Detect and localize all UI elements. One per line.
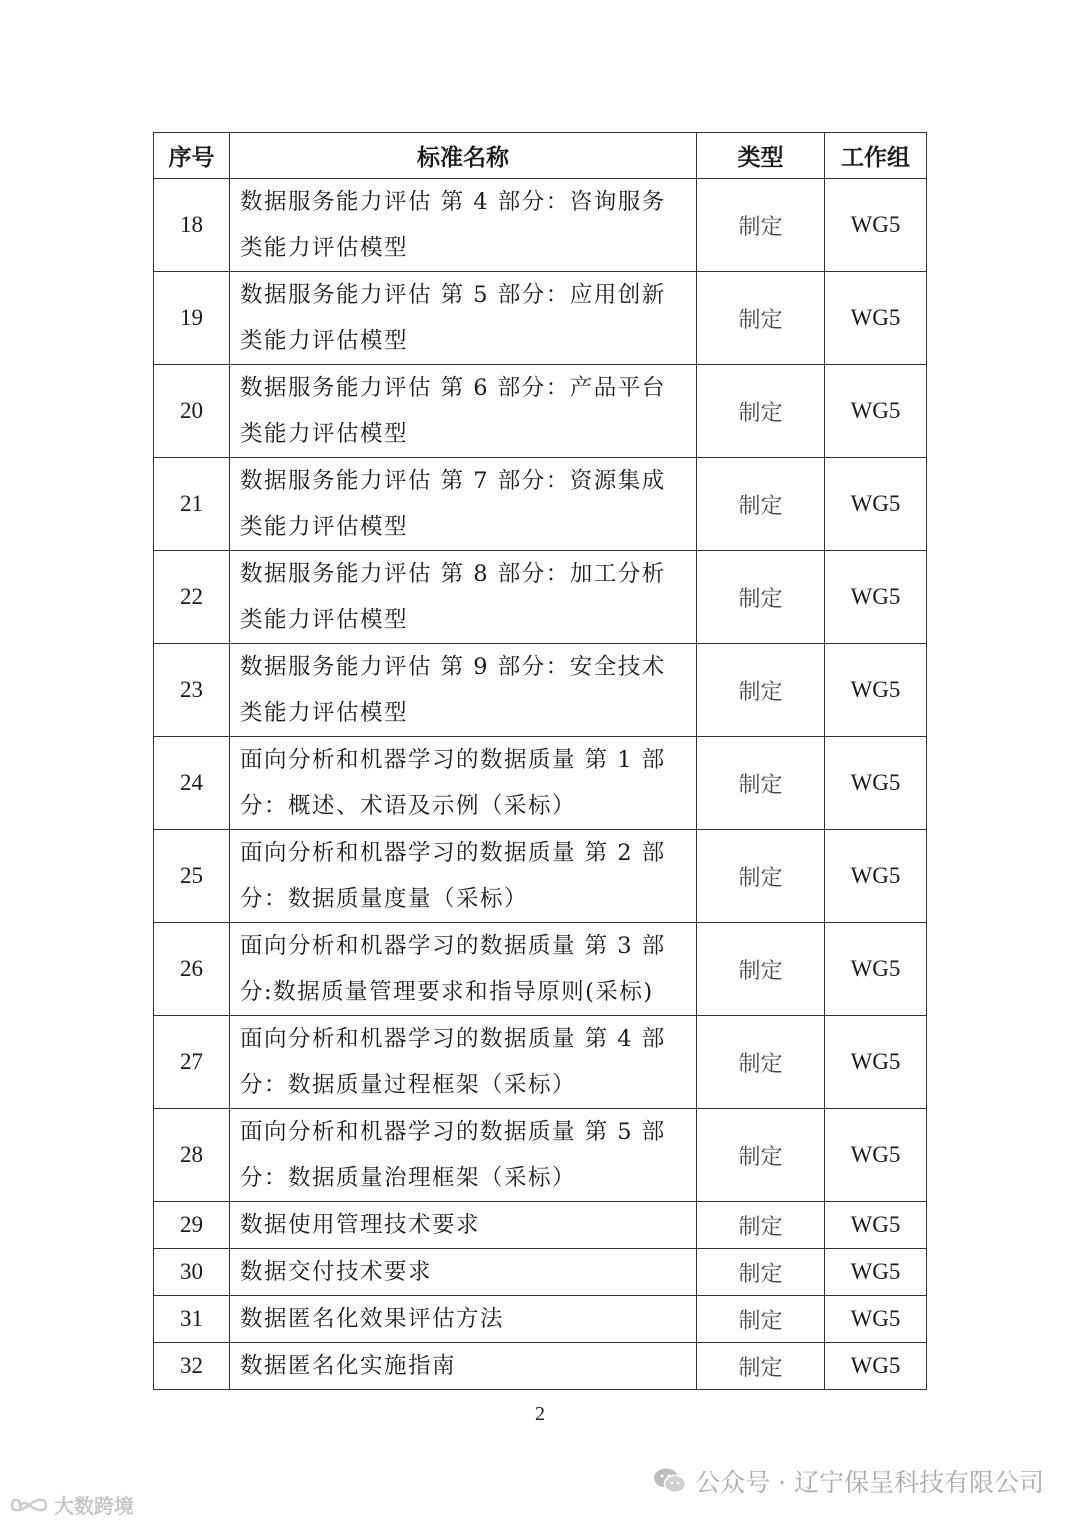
cell-type: 制定 <box>697 1296 825 1343</box>
table-row <box>154 179 927 272</box>
name-line-1: 面向分析和机器学习的数据质量 第 1 部 <box>240 747 666 773</box>
name-line-2: 分：概述、术语及示例（采标） <box>240 793 577 819</box>
cell-group: WG5 <box>825 737 927 830</box>
cell-seq: 31 <box>154 1296 230 1343</box>
name-line-1: 面向分析和机器学习的数据质量 第 3 部 <box>240 933 666 959</box>
cell-type: 制定 <box>697 1202 825 1249</box>
name-line-2: 分:数据质量管理要求和指导原则(采标) <box>240 979 654 1005</box>
name-line-2: 类能力评估模型 <box>240 235 409 261</box>
cell-group: WG5 <box>825 179 927 272</box>
table-row <box>154 1249 927 1296</box>
cell-name <box>230 1249 697 1296</box>
header-type: 类型 <box>697 133 825 179</box>
cell-name <box>230 1202 697 1249</box>
name-line-1: 数据匿名化实施指南 <box>240 1353 457 1379</box>
table-row <box>154 365 927 458</box>
header-group: 工作组 <box>825 133 927 179</box>
corner-logo <box>10 1490 134 1519</box>
table-header-row <box>154 133 927 179</box>
table-row <box>154 1343 927 1390</box>
cell-name <box>230 272 697 365</box>
cell-seq: 24 <box>154 737 230 830</box>
name-line-2: 类能力评估模型 <box>240 514 409 540</box>
name-line-1: 面向分析和机器学习的数据质量 第 5 部 <box>240 1119 666 1145</box>
cell-seq: 23 <box>154 644 230 737</box>
cell-group: WG5 <box>825 1343 927 1390</box>
cell-group: WG5 <box>825 830 927 923</box>
cell-seq: 29 <box>154 1202 230 1249</box>
cell-name <box>230 1016 697 1109</box>
table-row <box>154 272 927 365</box>
wechat-icon <box>653 1467 687 1495</box>
name-line-1: 数据服务能力评估 第 8 部分：加工分析 <box>240 561 666 587</box>
cell-type: 制定 <box>697 1109 825 1202</box>
cell-type: 制定 <box>697 644 825 737</box>
name-line-2: 类能力评估模型 <box>240 421 409 447</box>
name-line-1: 面向分析和机器学习的数据质量 第 2 部 <box>240 840 666 866</box>
name-line-1: 数据匿名化效果评估方法 <box>240 1306 505 1332</box>
name-line-1: 数据服务能力评估 第 5 部分：应用创新 <box>240 282 666 308</box>
table-row <box>154 458 927 551</box>
table-row <box>154 1296 927 1343</box>
table-row <box>154 644 927 737</box>
cell-group: WG5 <box>825 923 927 1016</box>
cell-type: 制定 <box>697 458 825 551</box>
cell-group: WG5 <box>825 1202 927 1249</box>
standards-table <box>153 132 927 1390</box>
name-line-1: 面向分析和机器学习的数据质量 第 4 部 <box>240 1026 666 1052</box>
watermark-text: 公众号 · 辽宁保呈科技有限公司 <box>695 1468 1044 1497</box>
cell-name <box>230 737 697 830</box>
cell-seq: 19 <box>154 272 230 365</box>
cell-seq: 25 <box>154 830 230 923</box>
cell-group: WG5 <box>825 272 927 365</box>
cell-group: WG5 <box>825 644 927 737</box>
table-row <box>154 1202 927 1249</box>
name-line-2: 分：数据质量度量（采标） <box>240 886 529 912</box>
name-line-1: 数据服务能力评估 第 4 部分：咨询服务 <box>240 189 666 215</box>
name-line-1: 数据服务能力评估 第 9 部分：安全技术 <box>240 654 666 680</box>
cell-type: 制定 <box>697 737 825 830</box>
cell-type: 制定 <box>697 1343 825 1390</box>
cell-name <box>230 551 697 644</box>
corner-logo-text: 大数跨境 <box>54 1494 134 1518</box>
cell-group: WG5 <box>825 551 927 644</box>
table-row <box>154 830 927 923</box>
cell-name <box>230 179 697 272</box>
table-row <box>154 737 927 830</box>
cell-group: WG5 <box>825 1249 927 1296</box>
cell-group: WG5 <box>825 365 927 458</box>
cell-seq: 30 <box>154 1249 230 1296</box>
cell-group: WG5 <box>825 1296 927 1343</box>
cell-seq: 20 <box>154 365 230 458</box>
cell-seq: 26 <box>154 923 230 1016</box>
name-line-1: 数据使用管理技术要求 <box>240 1212 481 1238</box>
name-line-2: 类能力评估模型 <box>240 700 409 726</box>
cell-name <box>230 830 697 923</box>
cell-type: 制定 <box>697 1016 825 1109</box>
cell-name <box>230 1343 697 1390</box>
table-row <box>154 551 927 644</box>
cell-type: 制定 <box>697 179 825 272</box>
table-body <box>154 179 927 1390</box>
name-line-2: 分：数据质量治理框架（采标） <box>240 1165 577 1191</box>
cell-seq: 22 <box>154 551 230 644</box>
cell-name <box>230 1296 697 1343</box>
cell-group: WG5 <box>825 1016 927 1109</box>
cell-seq: 32 <box>154 1343 230 1390</box>
cell-type: 制定 <box>697 551 825 644</box>
header-name: 标准名称 <box>230 133 697 179</box>
watermark <box>653 1463 1044 1499</box>
cell-seq: 28 <box>154 1109 230 1202</box>
cell-seq: 27 <box>154 1016 230 1109</box>
cell-name <box>230 365 697 458</box>
cell-type: 制定 <box>697 923 825 1016</box>
cell-name <box>230 458 697 551</box>
name-line-1: 数据服务能力评估 第 6 部分：产品平台 <box>240 375 666 401</box>
cell-seq: 21 <box>154 458 230 551</box>
cell-name <box>230 923 697 1016</box>
cell-name <box>230 1109 697 1202</box>
page-number: 2 <box>535 1403 545 1425</box>
cell-group: WG5 <box>825 458 927 551</box>
header-seq: 序号 <box>154 133 230 179</box>
cell-type: 制定 <box>697 272 825 365</box>
table-row <box>154 1109 927 1202</box>
cell-seq: 18 <box>154 179 230 272</box>
cell-type: 制定 <box>697 365 825 458</box>
cell-name <box>230 644 697 737</box>
name-line-2: 类能力评估模型 <box>240 607 409 633</box>
table-row <box>154 1016 927 1109</box>
name-line-2: 类能力评估模型 <box>240 328 409 354</box>
cell-type: 制定 <box>697 1249 825 1296</box>
cell-type: 制定 <box>697 830 825 923</box>
infinity-logo-icon <box>10 1494 48 1516</box>
cell-group: WG5 <box>825 1109 927 1202</box>
name-line-1: 数据交付技术要求 <box>240 1259 433 1285</box>
table-row <box>154 923 927 1016</box>
name-line-2: 分：数据质量过程框架（采标） <box>240 1072 577 1098</box>
name-line-1: 数据服务能力评估 第 7 部分：资源集成 <box>240 468 666 494</box>
